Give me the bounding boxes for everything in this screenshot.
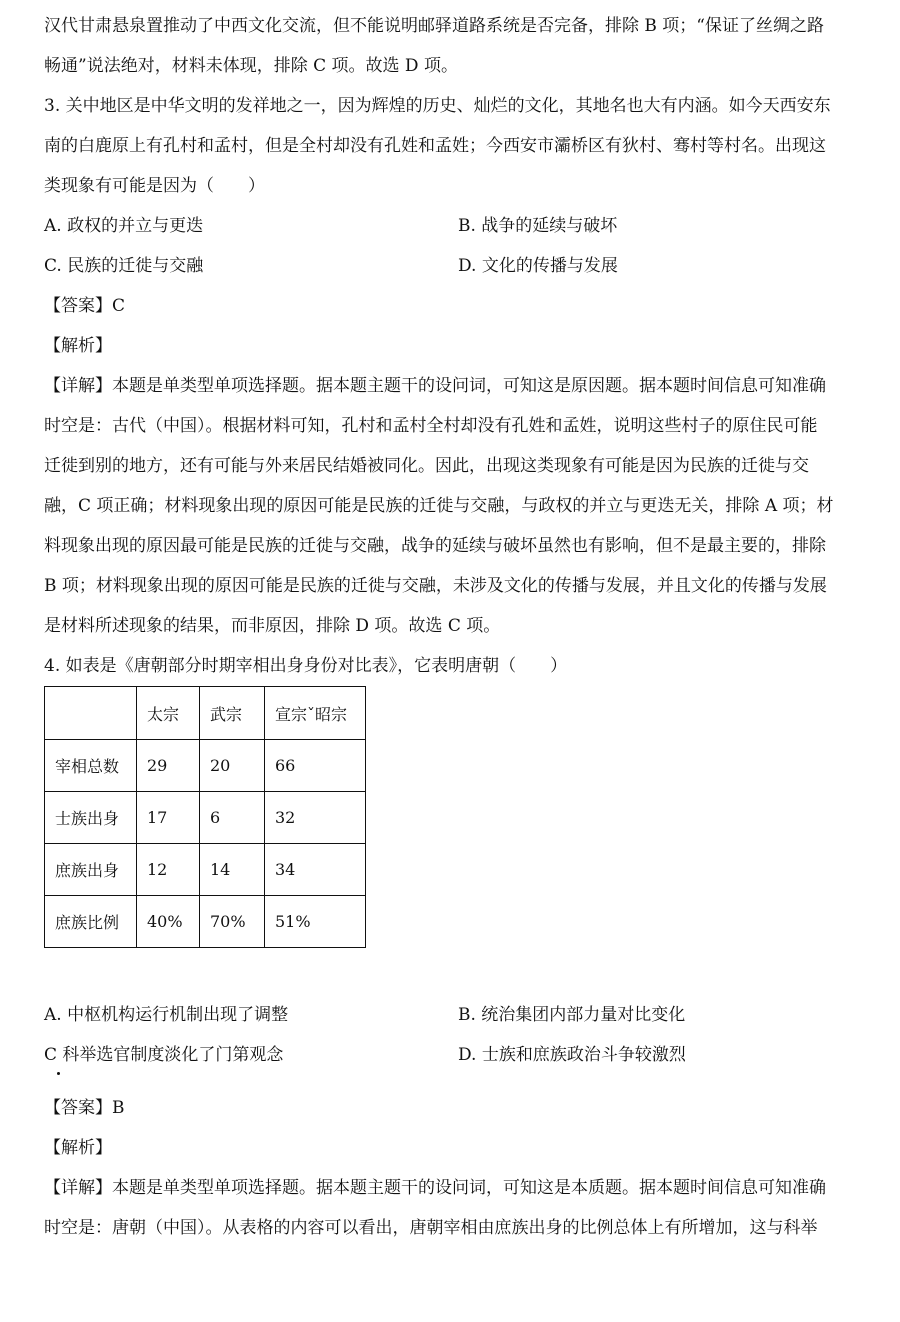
q3-option-c: C. 民族的迁徙与交融 (44, 256, 204, 276)
table-cell: 6 (200, 792, 265, 844)
table-cell: 66 (265, 740, 366, 792)
q4-answer: 【答案】B (44, 1098, 125, 1118)
table-row-label: 士族出身 (45, 792, 137, 844)
q4-option-d: D. 士族和庶族政治斗争较激烈 (458, 1045, 686, 1065)
table-cell: 51% (265, 896, 366, 948)
table-row (45, 740, 366, 792)
q3-detail-line-3: 迁徙到别的地方，还有可能与外来居民结婚被同化。因此，出现这类现象有可能是因为民族的迁徙与交 (44, 456, 809, 476)
table-cell: 20 (200, 740, 265, 792)
stray-dot-mark (57, 1072, 60, 1075)
q3-option-b: B. 战争的延续与破坏 (458, 216, 618, 236)
q3-stem-line-1: 3. 关中地区是中华文明的发祥地之一，因为辉煌的历史、灿烂的文化，其地名也大有内涵。如今天西安东 (44, 96, 831, 116)
q3-option-d: D. 文化的传播与发展 (458, 256, 618, 276)
q3-detail-line-1: 【详解】本题是单类型单项选择题。据本题主题干的设问词，可知这是原因题。据本题时间信息可知准确 (44, 376, 826, 396)
table-row-label: 庶族出身 (45, 844, 137, 896)
q4-option-c: C 科举选官制度淡化了门第观念 (44, 1045, 284, 1065)
q4-option-a: A. 中枢机构运行机制出现了调整 (44, 1005, 289, 1025)
q4-data-table (44, 686, 366, 948)
table-header-cell: 太宗 (137, 687, 200, 740)
q3-detail-line-7: 是材料所述现象的结果，而非原因，排除 D 项。故选 C 项。 (44, 616, 501, 636)
table-header-cell: 武宗 (200, 687, 265, 740)
q3-detail-line-2: 时空是：古代（中国）。根据材料可知，孔村和孟村全村却没有孔姓和孟姓，说明这些村子的原住民可能 (44, 416, 818, 436)
table-cell: 14 (200, 844, 265, 896)
prev-explanation-line-1: 汉代甘肃悬泉置推动了中西文化交流，但不能说明邮驿道路系统是否完备，排除 B 项；“保证了丝绸之路 (44, 16, 824, 36)
table-header-row (45, 687, 366, 740)
table-header-cell: 宣宗ˇ昭宗 (265, 687, 366, 740)
table-cell: 34 (265, 844, 366, 896)
table-cell: 32 (265, 792, 366, 844)
table-cell: 29 (137, 740, 200, 792)
q3-detail-line-6: B 项；材料现象出现的原因可能是民族的迁徙与交融，未涉及文化的传播与发展，并且文化的传播与发展 (44, 576, 827, 596)
table-cell: 70% (200, 896, 265, 948)
q3-detail-line-4: 融，C 项正确；材料现象出现的原因可能是民族的迁徙与交融，与政权的并立与更迭无关，排除 A 项；材 (44, 496, 834, 516)
table-cell: 12 (137, 844, 200, 896)
q4-detail-line-2: 时空是：唐朝（中国）。从表格的内容可以看出，唐朝宰相由庶族出身的比例总体上有所增加，这与科举 (44, 1218, 818, 1238)
table-row (45, 844, 366, 896)
q3-option-a: A. 政权的并立与更迭 (44, 216, 204, 236)
table-row-label: 宰相总数 (45, 740, 137, 792)
table-row-label: 庶族比例 (45, 896, 137, 948)
q4-option-b: B. 统治集团内部力量对比变化 (458, 1005, 686, 1025)
q3-analysis-heading: 【解析】 (44, 336, 112, 356)
q4-stem: 4. 如表是《唐朝部分时期宰相出身身份对比表》，它表明唐朝（ ） (44, 656, 568, 676)
q4-analysis-heading: 【解析】 (44, 1138, 112, 1158)
q3-stem-line-2: 南的白鹿原上有孔村和孟村，但是全村却没有孔姓和孟姓；今西安市灞桥区有狄村、骞村等村名。出现这 (44, 136, 826, 156)
table-cell: 40% (137, 896, 200, 948)
prev-explanation-line-2: 畅通”说法绝对，材料未体现，排除 C 项。故选 D 项。 (44, 56, 458, 76)
table-cell: 17 (137, 792, 200, 844)
table-row (45, 896, 366, 948)
table-row (45, 792, 366, 844)
table-header-cell (45, 687, 137, 740)
q3-answer: 【答案】C (44, 296, 126, 316)
q4-detail-line-1: 【详解】本题是单类型单项选择题。据本题主题干的设问词，可知这是本质题。据本题时间信息可知准确 (44, 1178, 826, 1198)
q3-detail-line-5: 料现象出现的原因最可能是民族的迁徙与交融，战争的延续与破坏虽然也有影响，但不是最主要的，排除 (44, 536, 826, 556)
q3-stem-line-3: 类现象有可能是因为（ ） (44, 176, 265, 196)
